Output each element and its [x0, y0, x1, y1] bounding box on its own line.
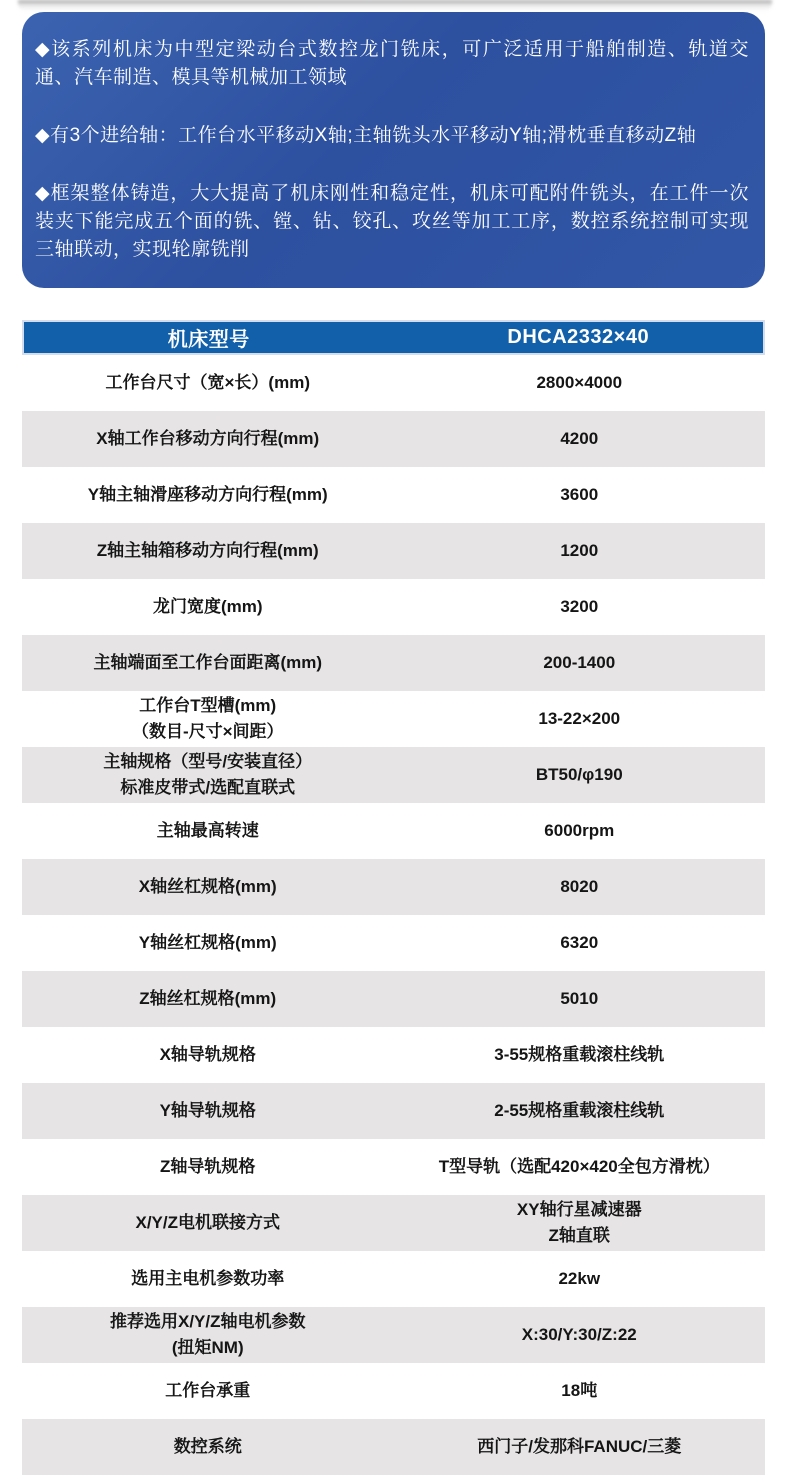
spec-value-line: 6000rpm — [544, 821, 615, 840]
spec-label — [22, 971, 394, 1027]
spec-label-line: 推荐选用X/Y/Z轴电机参数 — [109, 1312, 306, 1331]
spec-value-line: 2800×4000 — [536, 373, 623, 392]
spec-label-line: X轴丝杠规格(mm) — [138, 877, 277, 896]
spec-label — [22, 1195, 394, 1251]
spec-value-line: T型导轨（选配420×420全包方滑枕） — [438, 1157, 720, 1176]
spec-label-line: Y轴导轨规格 — [159, 1101, 256, 1120]
spec-value-line: XY轴行星减速器 — [516, 1200, 642, 1219]
table-row — [22, 411, 765, 467]
spec-label — [22, 467, 394, 523]
spec-label-line: 数控系统 — [173, 1437, 242, 1456]
table-row — [22, 1363, 765, 1419]
spec-value — [394, 691, 766, 747]
spec-value-line: 1200 — [560, 541, 599, 560]
spec-label-line: X/Y/Z电机联接方式 — [135, 1213, 280, 1232]
intro-bullet-1: ◆该系列机床为中型定梁动台式数控龙门铣床，可广泛适用于船舶制造、轨道交通、汽车制造、模具等机械加工领域 — [35, 39, 749, 88]
spec-label — [22, 1419, 394, 1475]
spec-value — [394, 1419, 766, 1475]
top-shadow — [18, 0, 772, 11]
spec-label — [22, 411, 394, 467]
header-model-label: 机床型号 — [167, 329, 250, 351]
spec-value-line: 西门子/发那科FANUC/三菱 — [477, 1437, 682, 1456]
spec-label — [22, 1083, 394, 1139]
spec-value-line: 3200 — [560, 597, 599, 616]
spec-table-header — [22, 320, 765, 355]
spec-label-line: Y轴丝杠规格(mm) — [138, 933, 277, 952]
spec-value-line: 5010 — [560, 989, 599, 1008]
spec-value — [394, 915, 766, 971]
spec-label — [22, 1307, 394, 1363]
spec-table — [22, 320, 765, 1475]
spec-label-line: Y轴主轴滑座移动方向行程(mm) — [87, 485, 328, 504]
spec-value-line: 3600 — [560, 485, 599, 504]
table-row — [22, 1027, 765, 1083]
spec-value — [394, 467, 766, 523]
spec-value-line: Z轴直联 — [548, 1226, 610, 1245]
table-row — [22, 1083, 765, 1139]
spec-value — [394, 523, 766, 579]
spec-label-line: 主轴规格（型号/安装直径） — [103, 752, 313, 771]
spec-label-line: X轴导轨规格 — [159, 1045, 256, 1064]
table-row — [22, 803, 765, 859]
spec-label — [22, 1363, 394, 1419]
spec-value-line: 2-55规格重载滚柱线轨 — [494, 1101, 665, 1120]
spec-value — [394, 579, 766, 635]
spec-value-line: 18吨 — [561, 1381, 598, 1400]
spec-value — [394, 411, 766, 467]
spec-label-line: 工作台尺寸（宽×长）(mm) — [105, 373, 310, 392]
spec-value — [394, 1307, 766, 1363]
spec-value — [394, 803, 766, 859]
spec-label — [22, 1139, 394, 1195]
spec-label — [22, 523, 394, 579]
spec-label-line: (扭矩NM) — [171, 1338, 244, 1357]
intro-panel — [22, 12, 765, 288]
spec-rows — [22, 355, 765, 1475]
spec-value — [394, 1251, 766, 1307]
spec-label-line: X轴工作台移动方向行程(mm) — [96, 429, 320, 448]
table-row — [22, 467, 765, 523]
spec-label — [22, 803, 394, 859]
spec-label-line: 标准皮带式/选配直联式 — [120, 778, 296, 797]
table-row — [22, 747, 765, 803]
table-row — [22, 1307, 765, 1363]
spec-label — [22, 915, 394, 971]
spec-value-line: 13-22×200 — [538, 709, 621, 728]
spec-value — [394, 635, 766, 691]
spec-label-line: 主轴端面至工作台面距离(mm) — [93, 653, 323, 672]
spec-value — [394, 859, 766, 915]
spec-label-line: （数目-尺寸×间距） — [131, 722, 284, 741]
spec-value — [394, 971, 766, 1027]
spec-value-line: X:30/Y:30/Z:22 — [521, 1325, 637, 1344]
spec-label — [22, 355, 394, 411]
table-row — [22, 1419, 765, 1475]
header-model-value: DHCA2332×40 — [507, 326, 650, 348]
spec-value-line: 3-55规格重载滚柱线轨 — [494, 1045, 665, 1064]
table-row — [22, 1251, 765, 1307]
intro-bullet-2: ◆有3个进给轴：工作台水平移动X轴;主轴铣头水平移动Y轴;滑枕垂直移动Z轴 — [35, 125, 697, 146]
table-row — [22, 635, 765, 691]
table-row — [22, 355, 765, 411]
spec-value — [394, 355, 766, 411]
spec-value — [394, 1139, 766, 1195]
spec-label — [22, 747, 394, 803]
spec-label-line: Z轴主轴箱移动方向行程(mm) — [96, 541, 319, 560]
spec-label — [22, 635, 394, 691]
spec-label-line: Z轴导轨规格 — [160, 1157, 256, 1176]
table-row — [22, 915, 765, 971]
spec-label — [22, 691, 394, 747]
spec-value — [394, 1027, 766, 1083]
spec-value-line: 4200 — [560, 429, 599, 448]
table-row — [22, 691, 765, 747]
spec-label — [22, 1251, 394, 1307]
spec-value-line: 22kw — [558, 1269, 601, 1288]
spec-label-line: 龙门宽度(mm) — [152, 597, 263, 616]
spec-value-line: BT50/φ190 — [535, 765, 623, 784]
table-row — [22, 579, 765, 635]
table-row — [22, 523, 765, 579]
spec-label-line: 工作台承重 — [165, 1381, 251, 1400]
spec-value-line: 8020 — [560, 877, 599, 896]
table-row — [22, 859, 765, 915]
spec-value — [394, 1363, 766, 1419]
intro-bullet-3: ◆框架整体铸造，大大提高了机床刚性和稳定性，机床可配附件铣头，在工件一次装夹下能完成五个面的铣、镗、钻、铰孔、攻丝等加工工序，数控系统控制可实现三轴联动，实现轮廓铣削 — [35, 183, 749, 260]
spec-label — [22, 579, 394, 635]
spec-label — [22, 859, 394, 915]
spec-label — [22, 1027, 394, 1083]
spec-label-line: 主轴最高转速 — [156, 821, 259, 840]
spec-label-line: Z轴丝杠规格(mm) — [139, 989, 277, 1008]
spec-value — [394, 1083, 766, 1139]
table-row — [22, 1139, 765, 1195]
spec-label-line: 工作台T型槽(mm) — [139, 696, 277, 715]
spec-value — [394, 1195, 766, 1251]
spec-value-line: 6320 — [560, 933, 599, 952]
spec-value-line: 200-1400 — [543, 653, 616, 672]
table-row — [22, 1195, 765, 1251]
spec-label-line: 选用主电机参数功率 — [131, 1269, 285, 1288]
spec-value — [394, 747, 766, 803]
table-row — [22, 971, 765, 1027]
